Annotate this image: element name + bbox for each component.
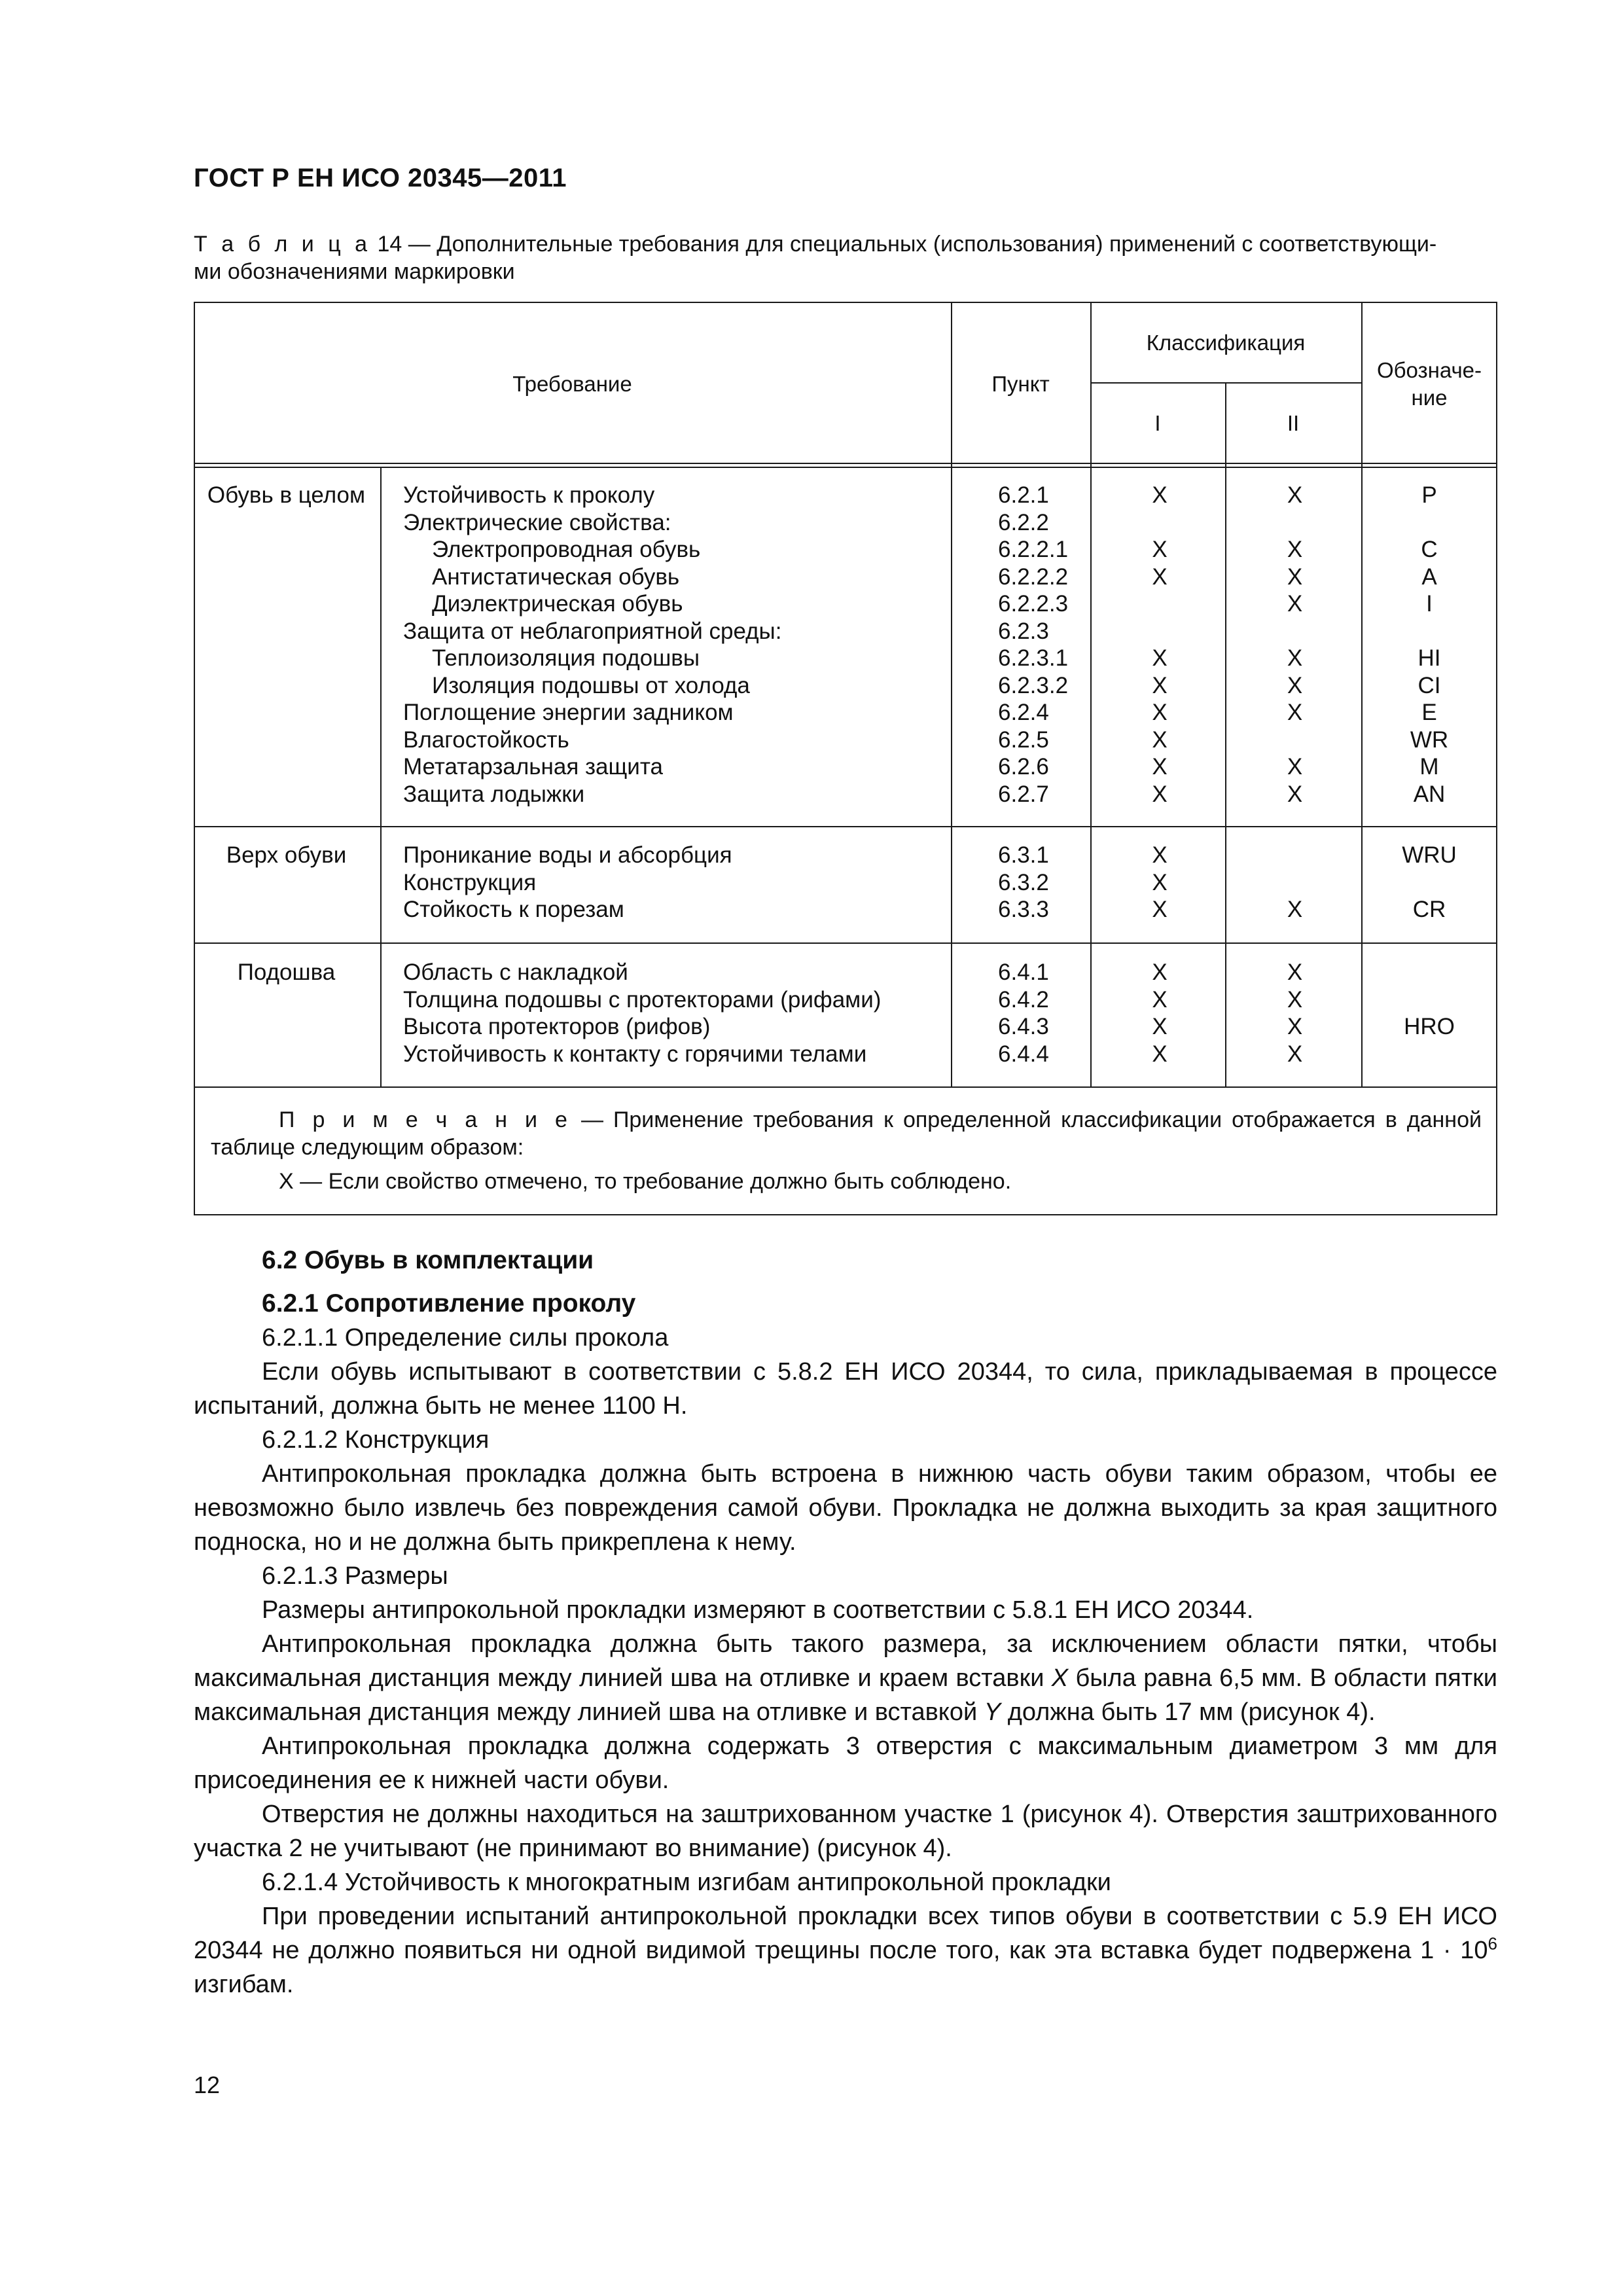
note-text: — Применение требования к определенной классификации отображается в данной таблице следующим образом: xyxy=(211,1107,1482,1160)
table-row-requirement: Защита от неблагоприятной среды: xyxy=(403,618,782,644)
table-row-clause: 6.2.3.2 xyxy=(998,672,1069,698)
subsection-title-6-2-1-3: 6.2.1.3 Размеры xyxy=(262,1562,448,1590)
designation-column xyxy=(1363,482,1496,808)
clause-column xyxy=(998,842,1103,924)
table-row-class-ii: X xyxy=(1287,482,1303,508)
table-row-clause: 6.4.2 xyxy=(998,986,1049,1013)
designation-column xyxy=(1363,959,1496,1067)
table-row-class-ii xyxy=(1228,842,1361,869)
table-row-class-i: X xyxy=(1152,869,1168,895)
note-label: П р и м е ч а н и е xyxy=(279,1107,571,1132)
header-clause: Пункт xyxy=(991,372,1050,396)
subsection-title-6-2-1-1: 6.2.1.1 Определение силы прокола xyxy=(262,1324,669,1352)
table-row-class-i: X xyxy=(1152,781,1168,807)
table-row-clause: 6.2.2.1 xyxy=(998,537,1069,562)
paragraph: Антипрокольная прокладка должна содержать 3 отверстия с максимальным диаметром 3 мм для присоединения ее к нижней части обуви. xyxy=(194,1732,1497,1794)
table-row-requirement: Изоляция подошвы от холода xyxy=(432,672,750,698)
table-row-requirement: Область с накладкой xyxy=(403,960,628,985)
table-row-requirement: Устойчивость к проколу xyxy=(403,482,655,508)
table-row-designation: WR xyxy=(1410,726,1449,753)
header-class-i: I xyxy=(1154,411,1161,435)
table-row-clause: 6.3.2 xyxy=(998,869,1049,895)
class-ii-column xyxy=(1228,482,1361,808)
table-row-requirement: Толщина подошвы с протекторами (рифами) xyxy=(403,986,882,1013)
table-row-requirement: Теплоизоляция подошвы xyxy=(432,645,700,671)
table-row-class-ii: X xyxy=(1287,591,1303,617)
table-row-clause: 6.2.3.1 xyxy=(998,645,1069,671)
header-class-ii: II xyxy=(1287,411,1300,435)
table-row-class-i: X xyxy=(1152,897,1168,922)
table-row-requirement: Конструкция xyxy=(403,869,537,895)
paragraph-part: была равна 6,5 мм. В области пятки максимальная дистанция между линией шва на отливке и вставкой xyxy=(194,1664,1497,1726)
table-row-clause: 6.2.2 xyxy=(998,509,1049,535)
requirement-column xyxy=(403,959,953,1067)
table-row-clause: 6.3.3 xyxy=(998,897,1049,922)
table-row-designation xyxy=(1363,869,1496,897)
table-row-requirement: Диэлектрическая обувь xyxy=(432,591,683,617)
table-row-class-ii: X xyxy=(1287,700,1303,725)
table-caption xyxy=(194,230,1496,285)
table-row-clause: 6.2.2.2 xyxy=(998,564,1069,590)
header-designation-line1: Обозначе- xyxy=(1376,358,1482,382)
table-row-clause: 6.2.4 xyxy=(998,700,1049,725)
symbol-x: X xyxy=(1051,1664,1069,1692)
table-row-class-ii xyxy=(1228,726,1361,754)
table-row-class-i: X xyxy=(1152,754,1168,780)
table-row-class-i: X xyxy=(1152,537,1168,562)
table-row-class-ii: X xyxy=(1287,754,1303,780)
table-row-class-i: X xyxy=(1152,726,1168,753)
subsection-title-6-2-1-4: 6.2.1.4 Устойчивость к многократным изгибам антипрокольной прокладки xyxy=(262,1869,1111,1896)
table-row-clause: 6.4.3 xyxy=(998,1014,1049,1039)
table-row-class-i: X xyxy=(1152,482,1168,508)
paragraph: Размеры антипрокольной прокладки измеряют в соответствии с 5.8.1 ЕН ИСО 20344. xyxy=(262,1596,1254,1624)
table-row-designation xyxy=(1363,986,1496,1014)
paragraph: Антипрокольная прокладка должна быть встроена в нижнюю часть обуви таким образом, чтобы ее невозможно было извлечь без повреждения самой обуви. Прокладка не должна выходить за края защитного подноска, но и не должна быть прикреплена к нему. xyxy=(194,1460,1497,1556)
paragraph xyxy=(194,1627,1497,1729)
table-row-class-ii: X xyxy=(1287,986,1303,1013)
table-row-requirement: Защита лодыжки xyxy=(403,781,585,807)
clause-column xyxy=(998,959,1103,1067)
header-requirement: Требование xyxy=(512,372,632,396)
note-legend: X — Если свойство отмечено, то требование должно быть соблюдено. xyxy=(279,1169,1012,1194)
class-ii-column xyxy=(1228,959,1361,1067)
table-row-class-ii: X xyxy=(1287,781,1303,807)
table-row-designation: WRU xyxy=(1402,842,1457,868)
table-row-designation: AN xyxy=(1413,781,1446,807)
table-row-designation: A xyxy=(1421,564,1437,590)
superscript: 6 xyxy=(1488,1933,1497,1954)
table-row-designation: C xyxy=(1421,537,1438,562)
table-row-clause: 6.2.2.3 xyxy=(998,591,1069,617)
table-row-class-ii: X xyxy=(1287,960,1303,985)
table-row-class-ii: X xyxy=(1287,564,1303,590)
section-heading-6-2: 6.2 Обувь в комплектации xyxy=(262,1246,594,1274)
table-row-designation: M xyxy=(1419,754,1439,780)
requirement-column xyxy=(403,482,953,808)
table-note xyxy=(211,1106,1482,1195)
table-row-designation xyxy=(1363,618,1496,645)
table-row-designation: E xyxy=(1421,700,1437,725)
class-i-column xyxy=(1092,959,1228,1067)
table-caption-text: 14 — Дополнительные требования для специальных (использования) применений с соответствующи- xyxy=(371,232,1437,257)
group-divider-1 xyxy=(194,826,1497,827)
table-row-class-ii xyxy=(1228,618,1361,645)
table-row-class-ii: X xyxy=(1287,1014,1303,1039)
table-row-clause: 6.2.3 xyxy=(998,618,1049,644)
table-row-designation xyxy=(1363,1041,1496,1068)
subsection-title-6-2-1-2: 6.2.1.2 Конструкция xyxy=(262,1426,490,1454)
table-row-class-i: X xyxy=(1152,564,1168,590)
group-divider-2 xyxy=(194,942,1497,944)
page-number: 12 xyxy=(194,2072,221,2098)
table-row-class-i: X xyxy=(1152,700,1168,725)
table-row-class-i: X xyxy=(1152,672,1168,698)
table-row-clause: 6.3.1 xyxy=(998,842,1049,868)
header-designation-line2: ние xyxy=(1411,386,1448,410)
table-row-clause: 6.2.5 xyxy=(998,726,1049,753)
table-row-designation: P xyxy=(1421,482,1437,508)
table-row-requirement: Высота протекторов (рифов) xyxy=(403,1014,711,1039)
table-row-class-i xyxy=(1092,509,1228,537)
table-row-clause: 6.2.1 xyxy=(998,482,1049,508)
class-i-column xyxy=(1092,842,1228,924)
group-label: Обувь в целом xyxy=(207,482,366,508)
designation-column xyxy=(1363,842,1496,924)
header-rule-2 xyxy=(194,467,1497,468)
header-designation xyxy=(1361,357,1497,412)
table-row-requirement: Антистатическая обувь xyxy=(432,564,680,590)
table-row-designation: HI xyxy=(1418,645,1441,671)
table-row-class-i: X xyxy=(1152,986,1168,1013)
table-row-class-ii: X xyxy=(1287,1041,1303,1067)
table-row-requirement: Устойчивость к контакту с горячими телами xyxy=(403,1041,867,1067)
paragraph-part: должна быть 17 мм (рисунок 4). xyxy=(1001,1698,1376,1726)
table-row-class-i: X xyxy=(1152,842,1168,868)
table-caption-text-line2: ми обозначениями маркировки xyxy=(194,259,515,284)
paragraph: Если обувь испытывают в соответствии с 5.8.2 ЕН ИСО 20344, то сила, прикладываемая в процессе испытаний, должна быть не менее 1100 Н. xyxy=(194,1358,1497,1420)
table-row-class-ii xyxy=(1228,509,1361,537)
paragraph xyxy=(194,1899,1497,2001)
table-row-requirement: Стойкость к порезам xyxy=(403,897,624,922)
table-row-class-ii: X xyxy=(1287,537,1303,562)
table-row-class-ii: X xyxy=(1287,897,1303,922)
table-caption-label: Т а б л и ц а xyxy=(194,232,372,257)
clause-column xyxy=(998,482,1103,808)
note-divider xyxy=(194,1086,1497,1088)
table-row-class-i xyxy=(1092,590,1228,618)
table-row-requirement: Поглощение энергии задником xyxy=(403,700,734,725)
table-row-requirement: Влагостойкость xyxy=(403,726,569,753)
class-i-column xyxy=(1092,482,1228,808)
table-row-class-ii: X xyxy=(1287,645,1303,671)
document-header: ГОСТ Р ЕН ИСО 20345—2011 xyxy=(194,164,567,192)
table-row-clause: 6.2.7 xyxy=(998,781,1049,807)
table-row-clause: 6.2.6 xyxy=(998,754,1049,780)
table-row-clause: 6.4.4 xyxy=(998,1041,1049,1067)
table-row-designation: CR xyxy=(1412,897,1446,922)
table-row-class-ii xyxy=(1228,869,1361,897)
group-label: Верх обуви xyxy=(226,842,347,868)
table-row-class-i: X xyxy=(1152,645,1168,671)
header-classification: Классификация xyxy=(1146,331,1306,355)
table-row-designation xyxy=(1363,959,1496,986)
table-row-class-i: X xyxy=(1152,1041,1168,1067)
table-row-class-i: X xyxy=(1152,960,1168,985)
table-row-requirement: Метатарзальная защита xyxy=(403,754,663,780)
table-row-class-ii: X xyxy=(1287,672,1303,698)
col-divider-group xyxy=(380,467,382,1086)
table-row-designation xyxy=(1363,509,1496,537)
body-text xyxy=(194,1244,1497,2001)
requirement-column xyxy=(403,842,953,924)
group-label: Подошва xyxy=(237,960,336,985)
class-ii-column xyxy=(1228,842,1361,924)
table-row-designation: I xyxy=(1426,591,1433,617)
table-row-designation: CI xyxy=(1418,672,1441,698)
paragraph-part: При проведении испытаний антипрокольной прокладки всех типов обуви в соответствии с 5.9 ЕН ИСО 20344 не должно появиться ни одной видимой трещины после того, как эта вставка будет подвержена 1 · 10 xyxy=(194,1903,1497,1964)
section-heading-6-2-1: 6.2.1 Сопротивление проколу xyxy=(262,1289,636,1318)
table-row-designation: HRO xyxy=(1404,1014,1455,1039)
header-rule-1 xyxy=(194,463,1497,464)
table-row-requirement: Проникание воды и абсорбция xyxy=(403,842,732,868)
symbol-y: Y xyxy=(984,1698,1001,1726)
table-row-requirement: Электрические свойства: xyxy=(403,509,671,535)
paragraph: Отверстия не должны находиться на заштрихованном участке 1 (рисунок 4). Отверстия заштрихованного участка 2 не учитывают (не принимают во внимание) (рисунок 4). xyxy=(194,1801,1497,1862)
table-row-requirement: Электропроводная обувь xyxy=(432,537,701,562)
table-row-class-i xyxy=(1092,618,1228,645)
table-row-clause: 6.4.1 xyxy=(998,960,1049,985)
paragraph-part: изгибам. xyxy=(194,1971,294,1998)
paragraph-part: Антипрокольная прокладка должна быть такого размера, за исключением области пятки, чтобы максимальная дистанция между линией шва на отливке и краем вставки xyxy=(194,1630,1497,1692)
table-row-class-i: X xyxy=(1152,1014,1168,1039)
